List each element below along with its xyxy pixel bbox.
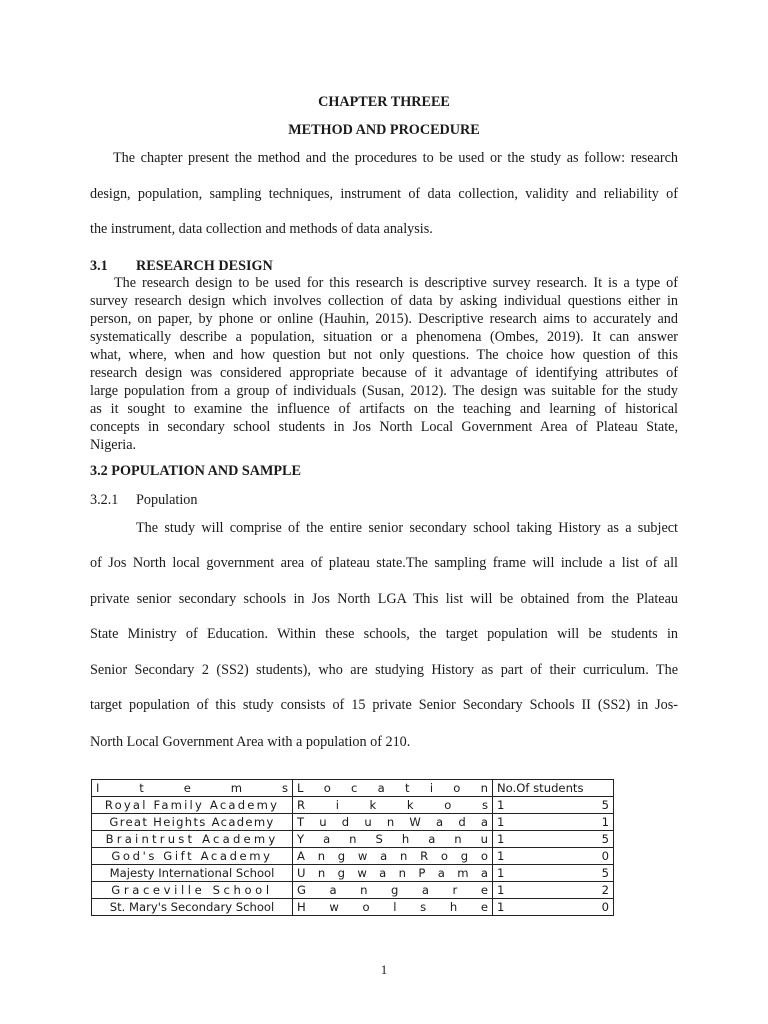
- population-line-1: The study will comprise of the entire senior secondary school taking History as a subject: [136, 520, 678, 536]
- students-digit: 5: [601, 832, 609, 846]
- students-digit: 5: [601, 798, 609, 812]
- table-row: [92, 814, 614, 831]
- population-line-3: private senior secondary schools in Jos North LGA This list will be obtained from the Plateau: [90, 591, 678, 607]
- paragraph-line: large population from a group of individuals (Susan, 2012). The design was suitable for the study: [90, 383, 678, 399]
- paragraph-line: person, on paper, by phone or online (Hauhin, 2015). Descriptive research aims to accurately and: [90, 311, 678, 327]
- item-cell: God's Gift Academy: [92, 848, 293, 865]
- subsection-title: Population: [136, 492, 198, 508]
- table-row: [92, 848, 614, 865]
- students-cell: [493, 831, 614, 848]
- students-digit: 1: [601, 815, 609, 829]
- students-table: [91, 779, 614, 916]
- students-digit: 0: [601, 849, 609, 863]
- page-number: 1: [380, 962, 388, 977]
- header-location: L o c a t i o n: [293, 780, 493, 797]
- location-cell: T u d u n W a d a: [293, 814, 493, 831]
- location-cell: G a n g a r e: [293, 882, 493, 899]
- item-cell: Graceville School: [92, 882, 293, 899]
- location-cell: A n g w a n R o g o: [293, 848, 493, 865]
- students-cell: [493, 848, 614, 865]
- item-cell: Braintrust Academy: [92, 831, 293, 848]
- header-items: I t e m s: [92, 780, 293, 797]
- table-row: [92, 865, 614, 882]
- students-digit: 5: [601, 866, 609, 880]
- students-cell: [493, 797, 614, 814]
- population-line-5: Senior Secondary 2 (SS2) students), who are studying History as part of their curriculum. The: [90, 662, 678, 678]
- intro-line-1: The chapter present the method and the procedures to be used or the study as follow: research: [113, 150, 678, 166]
- students-digit: 1: [497, 883, 505, 897]
- chapter-title: CHAPTER THREEE: [318, 94, 450, 110]
- students-cell: [493, 899, 614, 916]
- section-3-2-heading: 3.2 POPULATION AND SAMPLE: [90, 463, 301, 479]
- section-3-1-paragraph: [90, 274, 678, 454]
- students-digit: 1: [497, 815, 505, 829]
- subsection-number: 3.2.1: [90, 492, 119, 508]
- students-digit: 0: [601, 900, 609, 914]
- paragraph-line: concepts in secondary school students in Jos North Local Government Area of Plateau State,: [90, 419, 678, 435]
- students-cell: [493, 882, 614, 899]
- students-digit: 1: [497, 900, 505, 914]
- table-row: [92, 899, 614, 916]
- paragraph-line: as it sought to examine the influence of artifacts on the teaching and learning of historical: [90, 401, 678, 417]
- paragraph-line: research design was considered appropriate because of it advantage of identifying attributes of: [90, 365, 678, 381]
- intro-line-3: the instrument, data collection and methods of data analysis.: [90, 221, 433, 237]
- section-3-1-number: 3.1: [90, 258, 108, 274]
- section-3-1-heading: RESEARCH DESIGN: [136, 258, 273, 274]
- location-cell: Y a n S h a n u: [293, 831, 493, 848]
- section-title: METHOD AND PROCEDURE: [288, 122, 480, 138]
- location-cell: H w o l s h e: [293, 899, 493, 916]
- paragraph-line: systematically describe a population, situation or a phenomena (Ombes, 2019). It can answer: [90, 329, 678, 345]
- population-line-6: target population of this study consists of 15 private Senior Secondary Schools II (SS2) in Jos-: [90, 697, 678, 713]
- item-cell: Royal Family Academy: [92, 797, 293, 814]
- students-digit: 1: [497, 832, 505, 846]
- population-line-2: of Jos North local government area of plateau state.The sampling frame will include a list of all: [90, 555, 678, 571]
- intro-line-2: design, population, sampling techniques, instrument of data collection, validity and reliability of: [90, 186, 678, 202]
- paragraph-line: what, where, when and how question but not only questions. The choice how question of this: [90, 347, 678, 363]
- paragraph-line: Nigeria.: [90, 437, 137, 453]
- population-line-4: State Ministry of Education. Within these schools, the target population will be students in: [90, 626, 678, 642]
- paragraph-line: survey research design which involves collection of data by asking individual questions either in: [90, 293, 678, 309]
- table-row: [92, 831, 614, 848]
- table-header-row: [92, 780, 614, 797]
- table-row: [92, 882, 614, 899]
- students-digit: 1: [497, 798, 505, 812]
- population-line-7: North Local Government Area with a population of 210.: [90, 734, 411, 750]
- students-cell: [493, 814, 614, 831]
- students-cell: [493, 865, 614, 882]
- students-digit: 2: [601, 883, 609, 897]
- location-cell: R i k k o s: [293, 797, 493, 814]
- item-cell: Great Heights Academy: [92, 814, 293, 831]
- location-cell: U n g w a n P a m a: [293, 865, 493, 882]
- header-students: No.Of students: [493, 780, 614, 797]
- table-row: [92, 797, 614, 814]
- item-cell: Majesty International School: [92, 865, 293, 882]
- students-digit: 1: [497, 849, 505, 863]
- students-digit: 1: [497, 866, 505, 880]
- item-cell: St. Mary's Secondary School: [92, 899, 293, 916]
- paragraph-line: The research design to be used for this research is descriptive survey research. It is a type of: [114, 275, 678, 291]
